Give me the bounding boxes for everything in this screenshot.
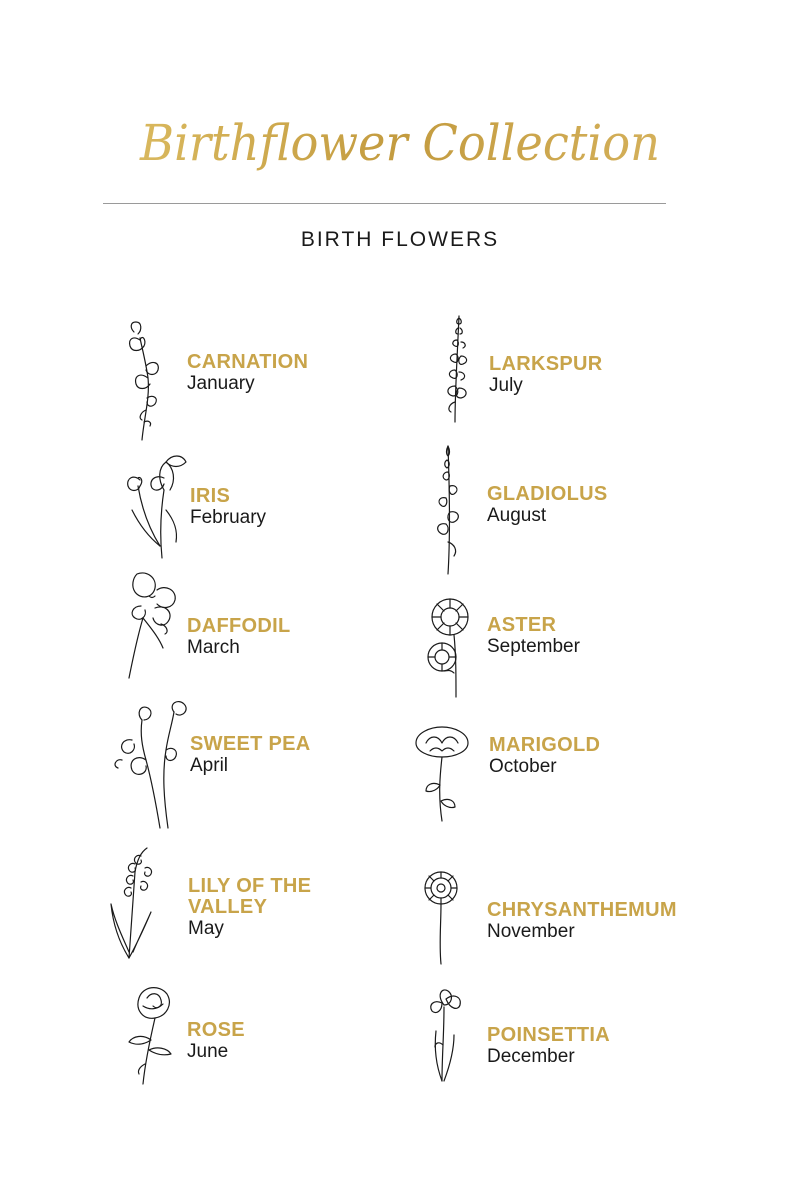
- flower-month: January: [187, 373, 255, 394]
- flower-name: GLADIOLUS: [487, 483, 608, 505]
- flower-name: ASTER: [487, 614, 557, 636]
- flower-month: July: [489, 375, 523, 396]
- chrysanthemum-icon: [415, 868, 475, 968]
- marigold-icon: [408, 725, 478, 825]
- poinsettia-icon: [420, 985, 480, 1085]
- larkspur-icon: [425, 312, 495, 424]
- flower-name: MARIGOLD: [489, 734, 601, 756]
- flower-month: April: [190, 755, 229, 776]
- flower-month: October: [489, 756, 557, 777]
- flower-name: DAFFODIL: [187, 615, 291, 637]
- flower-month: December: [487, 1046, 575, 1067]
- aster-icon: [420, 595, 490, 700]
- carnation-icon: [100, 318, 180, 443]
- divider-line: [103, 203, 666, 204]
- script-title: [0, 90, 800, 200]
- rose-icon: [115, 978, 195, 1088]
- flower-month: May: [188, 918, 224, 939]
- flower-month: November: [487, 921, 575, 942]
- flower-name: CHRYSANTHEMUM: [487, 899, 677, 921]
- flower-month: March: [187, 637, 240, 658]
- flower-name: CARNATION: [187, 351, 309, 373]
- flower-name: LILY OF THE VALLEY: [188, 875, 312, 918]
- gladiolus-icon: [420, 442, 490, 577]
- flower-month: August: [487, 505, 547, 526]
- flower-name: IRIS: [190, 485, 231, 507]
- flower-name: ROSE: [187, 1019, 245, 1041]
- script-title-text: Birthflower Collection: [139, 114, 661, 172]
- lily-of-the-valley-icon: [105, 842, 180, 962]
- flower-name: POINSETTIA: [487, 1024, 611, 1046]
- flower-month: February: [190, 507, 267, 528]
- flower-name: SWEET PEA: [190, 733, 311, 755]
- iris-icon: [110, 450, 200, 560]
- subtitle: BIRTH FLOWERS: [300, 228, 500, 251]
- flower-name: LARKSPUR: [489, 353, 603, 375]
- sweet-pea-icon: [110, 700, 195, 830]
- flower-month: September: [487, 636, 580, 657]
- flower-month: June: [187, 1041, 229, 1062]
